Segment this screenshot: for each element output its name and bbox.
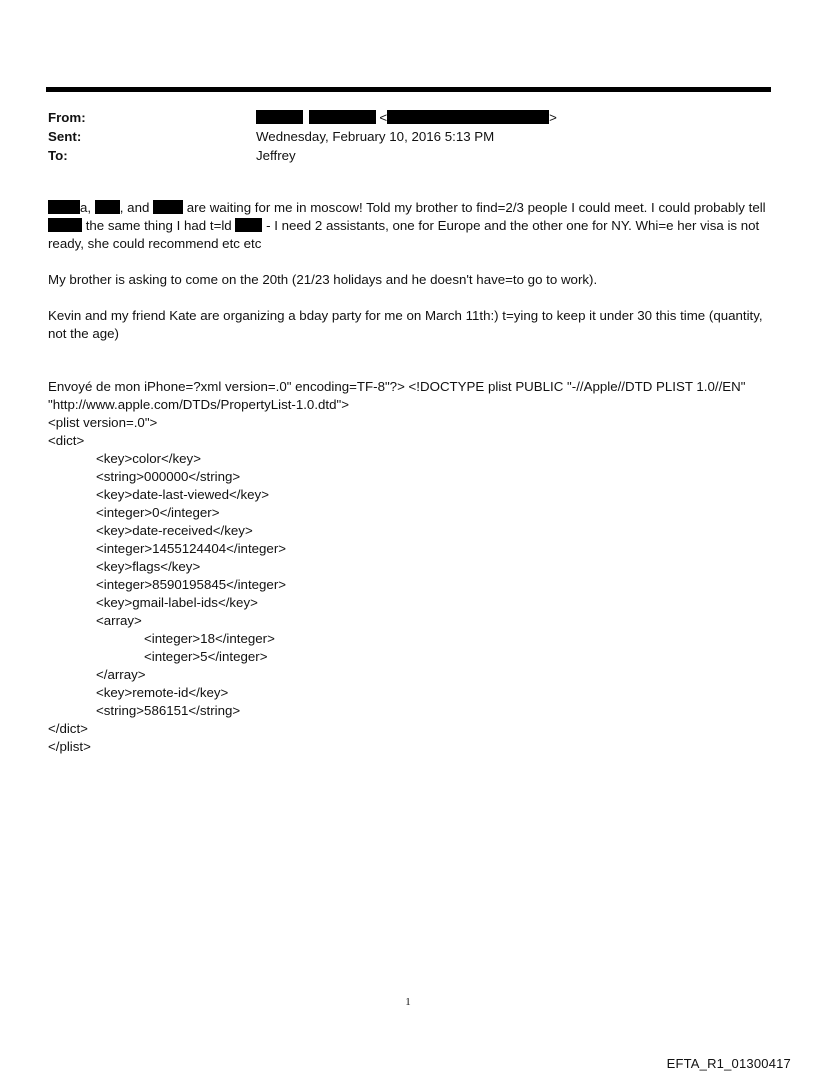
plist-line: <plist version=.0"> — [48, 415, 158, 430]
body-paragraph-3: Kevin and my friend Kate are organizing a bday party for me on March 11th:) t=ying to keep it under 30 this time (quantity, not the age) — [48, 308, 763, 341]
from-row — [48, 108, 768, 127]
plist-line: <integer>18</integer> — [144, 631, 275, 646]
to-label: To: — [48, 148, 68, 163]
redaction-block — [48, 218, 82, 232]
redaction-block — [235, 218, 262, 232]
sent-row — [48, 127, 768, 146]
plist-line: <array> — [96, 613, 142, 628]
body-text-segment: - I need 2 assistants, one for Europe and the other one for NY. Whi=e her visa is not ready, she could recommend etc etc — [48, 218, 760, 251]
sent-value: Wednesday, February 10, 2016 5:13 PM — [256, 129, 495, 144]
redaction-block — [48, 200, 80, 214]
to-value: Jeffrey — [256, 148, 296, 163]
from-label: From: — [48, 110, 86, 125]
plist-line: <integer>1455124404</integer> — [96, 541, 287, 556]
redaction-block — [387, 110, 549, 124]
header-rule — [46, 87, 771, 92]
body-text-segment: a, — [80, 200, 92, 215]
plist-line: <integer>0</integer> — [96, 505, 220, 520]
plist-line: "http://www.apple.com/DTDs/PropertyList-1.0.dtd"> — [48, 397, 349, 412]
plist-line: <key>color</key> — [96, 451, 201, 466]
to-row — [48, 146, 768, 165]
body-paragraph-2: My brother is asking to come on the 20th (21/23 holidays and he doesn't have=to go to work). — [48, 272, 598, 287]
plist-line: </plist> — [48, 739, 91, 754]
body-text-segment: the same thing I had t=ld — [85, 218, 232, 233]
plist-block — [48, 378, 768, 756]
plist-line: <key>date-received</key> — [96, 523, 253, 538]
bates-number: EFTA_R1_01300417 — [666, 1056, 791, 1071]
redaction-block — [256, 110, 303, 124]
plist-line: <integer>8590195845</integer> — [96, 577, 287, 592]
from-value — [256, 108, 557, 127]
redaction-block — [153, 200, 183, 214]
redaction-block — [95, 200, 120, 214]
from-bracket-open: < — [379, 110, 388, 125]
body-text-segment: are waiting for me in moscow! Told my brother to find=2/3 people I could meet. I could probably tell — [186, 200, 766, 215]
plist-line: </array> — [96, 667, 146, 682]
email-header — [48, 108, 768, 165]
page-number: 1 — [405, 996, 411, 1008]
plist-line: <key>remote-id</key> — [96, 685, 229, 700]
sent-label: Sent: — [48, 129, 82, 144]
plist-line: <string>000000</string> — [96, 469, 241, 484]
redaction-block — [309, 110, 376, 124]
plist-line: <key>gmail-label-ids</key> — [96, 595, 258, 610]
plist-line: <string>586151</string> — [96, 703, 241, 718]
from-bracket-close: > — [549, 110, 557, 125]
plist-line: <key>flags</key> — [96, 559, 201, 574]
body-text-segment: , and — [119, 200, 150, 215]
body-paragraph-1 — [48, 199, 768, 253]
plist-line: </dict> — [48, 721, 88, 736]
plist-line: Envoyé de mon iPhone=?xml version=.0" encoding=TF-8"?> <!DOCTYPE plist PUBLIC "-//Apple//DTD PLIST 1.0//EN" — [48, 379, 746, 394]
plist-line: <dict> — [48, 433, 85, 448]
plist-line: <integer>5</integer> — [144, 649, 268, 664]
plist-line: <key>date-last-viewed</key> — [96, 487, 269, 502]
email-body — [48, 199, 768, 343]
